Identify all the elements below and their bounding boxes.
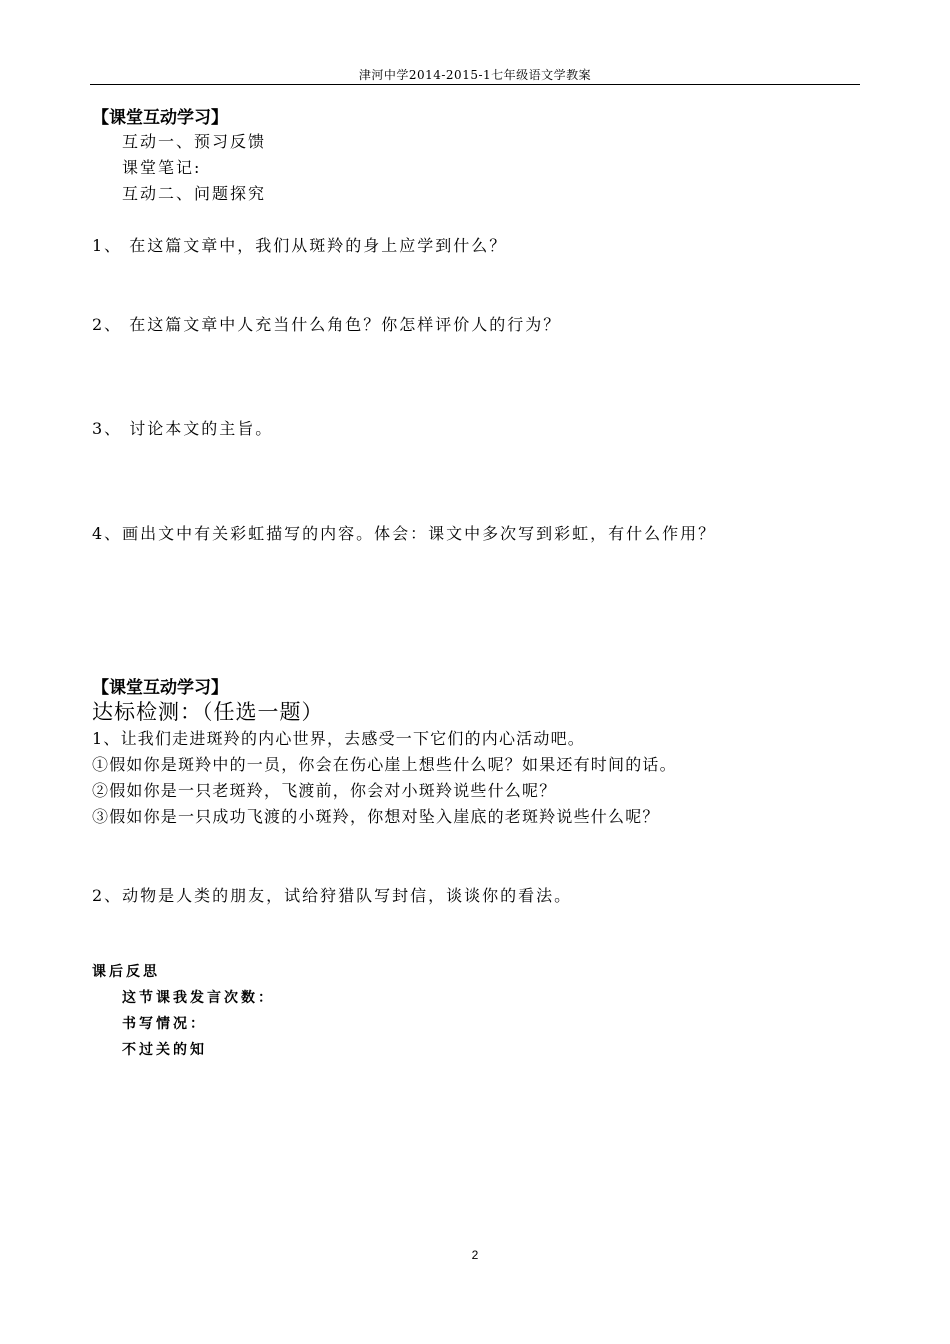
interaction-two: 互动二、问题探究 [122,184,267,203]
class-notes-label: 课堂笔记: [122,158,202,177]
header-rule [90,84,860,85]
page-number: 2 [471,1248,479,1262]
reflection-item-speaking: 这节课我发言次数： [122,990,275,1006]
page-header: 津河中学2014-2015-1七年级语文学教案 [358,68,592,82]
interaction-one: 互动一、预习反馈 [122,132,267,151]
question-1: 1、 在这篇文章中，我们从斑羚的身上应学到什么？ [92,236,508,255]
section2-heading: 【课堂互动学习】 [92,678,228,698]
reflection-item-unmastered: 不过关的知 [122,1042,207,1058]
test-question-1: 1、让我们走进斑羚的内心世界，去感受一下它们的内心活动吧。 [92,729,585,748]
test-question-2: 2、动物是人类的朋友，试给狩猎队写封信，谈谈你的看法。 [92,886,573,905]
option-3: ③假如你是一只成功飞渡的小斑羚，你想对坠入崖底的老斑羚说些什么呢？ [92,807,660,826]
test-title: 达标检测：（任选一题） [92,700,324,724]
question-4: 4、画出文中有关彩虹描写的内容。体会：课文中多次写到彩虹，有什么作用？ [92,524,717,543]
section1-heading: 【课堂互动学习】 [92,108,228,128]
reflection-item-writing: 书写情况： [122,1016,207,1032]
option-2: ②假如你是一只老斑羚，飞渡前，你会对小斑羚说些什么呢？ [92,781,557,800]
question-2: 2、 在这篇文章中人充当什么角色？你怎样评价人的行为？ [92,315,562,334]
reflection-title: 课后反思 [92,964,160,980]
option-1: ①假如你是斑羚中的一员，你会在伤心崖上想些什么呢？如果还有时间的话。 [92,755,677,774]
question-3: 3、 讨论本文的主旨。 [92,419,274,438]
